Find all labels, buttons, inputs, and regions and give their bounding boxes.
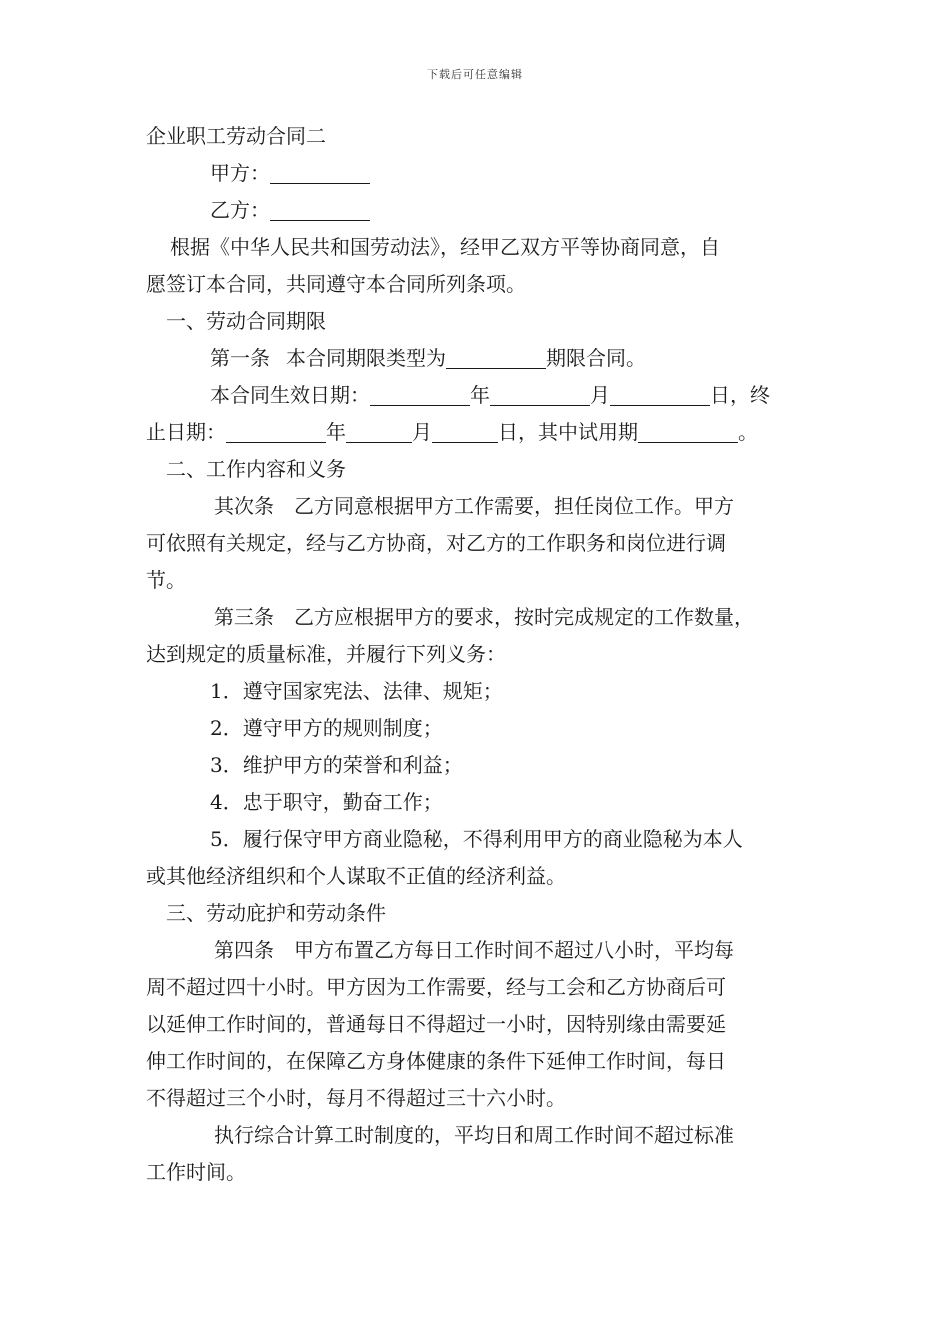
article-1-suffix: 期限合同。 [546, 346, 646, 370]
effective-day-blank [610, 383, 710, 406]
effective-date-label: 本合同生效日期： [210, 383, 370, 407]
article-4-line-2: 周不超过四十小时。甲方因为工作需要，经与工会和乙方协商后可 [146, 975, 726, 999]
article-3-line-1: 第三条 乙方应根据甲方的要求，按时完成规定的工作数量， [214, 605, 754, 629]
duty-item-5-line-2: 或其他经济组织和个人谋取不正值的经济利益。 [146, 864, 566, 888]
effective-day-label: 日，终 [710, 383, 770, 407]
comprehensive-hours-line-2: 工作时间。 [146, 1160, 246, 1184]
party-a-line [146, 155, 811, 192]
contract-body [146, 118, 811, 1191]
article-2-line-1: 其次条 乙方同意根据甲方工作需要，担任岗位工作。甲方 [214, 494, 734, 518]
article-1-text: 本合同期限类型为 [286, 346, 446, 370]
article-2-line-3: 节。 [146, 568, 186, 592]
article-1 [146, 340, 811, 377]
section-2-heading: 二、工作内容和义务 [166, 457, 346, 481]
duty-item-3: 3．维护甲方的荣誉和利益； [210, 753, 463, 777]
effective-month-blank [490, 383, 590, 406]
article-1-number: 第一条 [210, 346, 270, 370]
contract-type-blank [446, 346, 546, 369]
effective-year-blank [370, 383, 470, 406]
effective-date-line [146, 377, 811, 414]
end-date-label: 止日期： [146, 420, 226, 444]
article-4-line-4: 伸工作时间的，在保障乙方身体健康的条件下延伸工作时间，每日 [146, 1049, 726, 1073]
section-1-heading: 一、劳动合同期限 [166, 309, 326, 333]
duty-item-4: 4．忠于职守，勤奋工作； [210, 790, 443, 814]
end-year-label: 年 [326, 420, 346, 444]
article-4-line-3: 以延伸工作时间的，普通每日不得超过一小时，因特别缘由需要延 [146, 1012, 726, 1036]
effective-year-label: 年 [470, 383, 490, 407]
effective-month-label: 月 [590, 383, 610, 407]
intro-line-2: 愿签订本合同，共同遵守本合同所列条项。 [146, 272, 526, 296]
article-4-line-5: 不得超过三个小时，每月不得超过三十六小时。 [146, 1086, 566, 1110]
document-title: 企业职工劳动合同二 [146, 124, 326, 148]
page-header: 下载后可任意编辑 [427, 68, 523, 81]
article-3-line-2: 达到规定的质量标准，并履行下列义务： [146, 642, 506, 666]
end-date-line [146, 414, 811, 451]
duty-item-1: 1．遵守国家宪法、法律、规矩； [210, 679, 503, 703]
duty-item-5-line-1: 5．履行保守甲方商业隐秘，不得利用甲方的商业隐秘为本人 [210, 827, 743, 851]
end-month-blank [346, 420, 412, 443]
end-period: 。 [738, 420, 758, 444]
article-2-line-2: 可依照有关规定，经与乙方协商，对乙方的工作职务和岗位进行调 [146, 531, 726, 555]
probation-blank [638, 420, 738, 443]
party-b-label: 乙方： [210, 198, 270, 222]
article-4-line-1: 第四条 甲方布置乙方每日工作时间不超过八小时，平均每 [214, 938, 734, 962]
end-year-blank [226, 420, 326, 443]
party-a-blank [270, 161, 370, 184]
comprehensive-hours-line-1: 执行综合计算工时制度的，平均日和周工作时间不超过标准 [214, 1123, 734, 1147]
intro-line-1: 根据《中华人民共和国劳动法》，经甲乙双方平等协商同意，自 [170, 235, 720, 259]
end-day-label: 日，其中试用期 [498, 420, 638, 444]
end-month-label: 月 [412, 420, 432, 444]
party-a-label: 甲方： [210, 161, 270, 185]
duty-item-2: 2．遵守甲方的规则制度； [210, 716, 443, 740]
end-day-blank [432, 420, 498, 443]
party-b-line [146, 192, 811, 229]
party-b-blank [270, 198, 370, 221]
section-3-heading: 三、劳动庇护和劳动条件 [166, 901, 386, 925]
